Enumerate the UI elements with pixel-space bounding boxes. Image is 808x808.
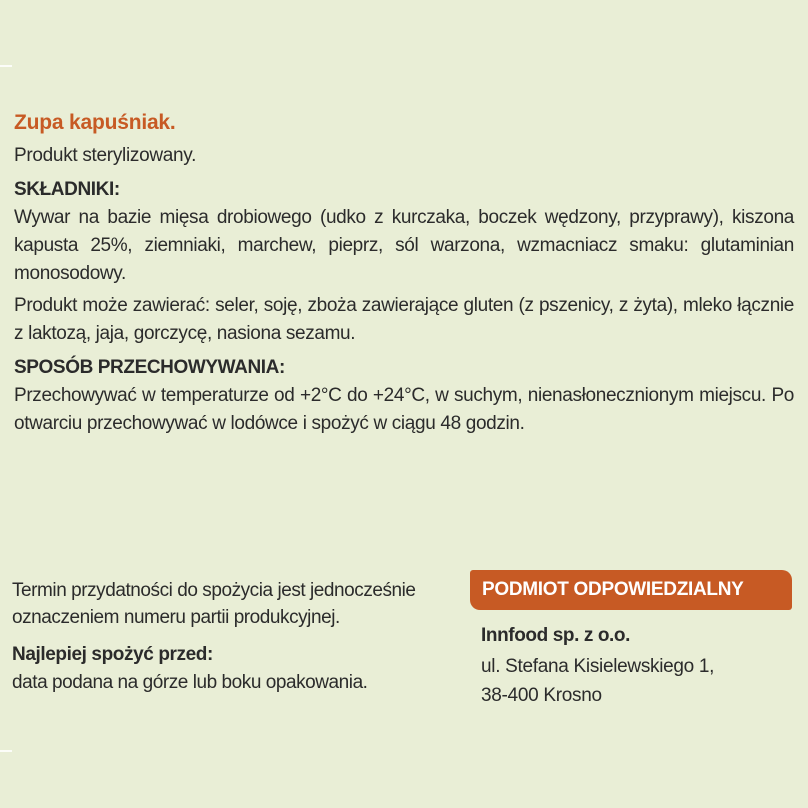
expiry-note-line2: oznaczeniem numeru partii produkcyjnej. [12,607,340,628]
edge-mark-top [0,65,12,67]
company-street: ul. Stefana Kisielewskiego 1, [481,656,715,677]
best-before-heading: Najlepiej spożyć przed: [12,644,213,665]
company-name: Innfood sp. z o.o. [481,625,630,646]
storage-text: Przechowywać w temperaturze od +2°C do +24°C, w suchym, nienasłonecznionym miejscu. Po otwarciu przechowywać w lodówce i spożyć w ciągu 48 godzin. [14,385,794,434]
edge-mark-bottom [0,750,12,752]
best-before-text: data podana na górze lub boku opakowania. [12,672,368,693]
responsible-entity-section [470,570,792,710]
ingredients-text: Wywar na bazie mięsa drobiowego (udko z kurczaka, boczek wędzony, przyprawy), kiszona kapusta 25%, ziemniaki, marchew, pieprz, sól warzona, wzmacniacz smaku: glutaminian monosodowy. [14,207,794,284]
storage-heading: SPOSÓB PRZECHOWYWANIA: [14,357,285,378]
product-subtitle: Produkt sterylizowany. [14,145,197,166]
expiry-note-line1: Termin przydatności do spożycia jest jednocześnie [12,580,416,601]
company-city: 38-400 Krosno [481,685,602,706]
allergens-text: Produkt może zawierać: seler, soję, zboża zawierające gluten (z pszenicy, z żyta), mleko łącznie z laktozą, jaja, gorczycę, nasiona sezamu. [14,295,794,344]
responsible-entity-badge: PODMIOT ODPOWIEDZIALNY [470,570,792,610]
expiry-section [12,577,462,696]
product-title: Zupa kapuśniak. [14,111,176,134]
label-main-section [14,108,794,438]
ingredients-heading: SKŁADNIKI: [14,179,120,200]
